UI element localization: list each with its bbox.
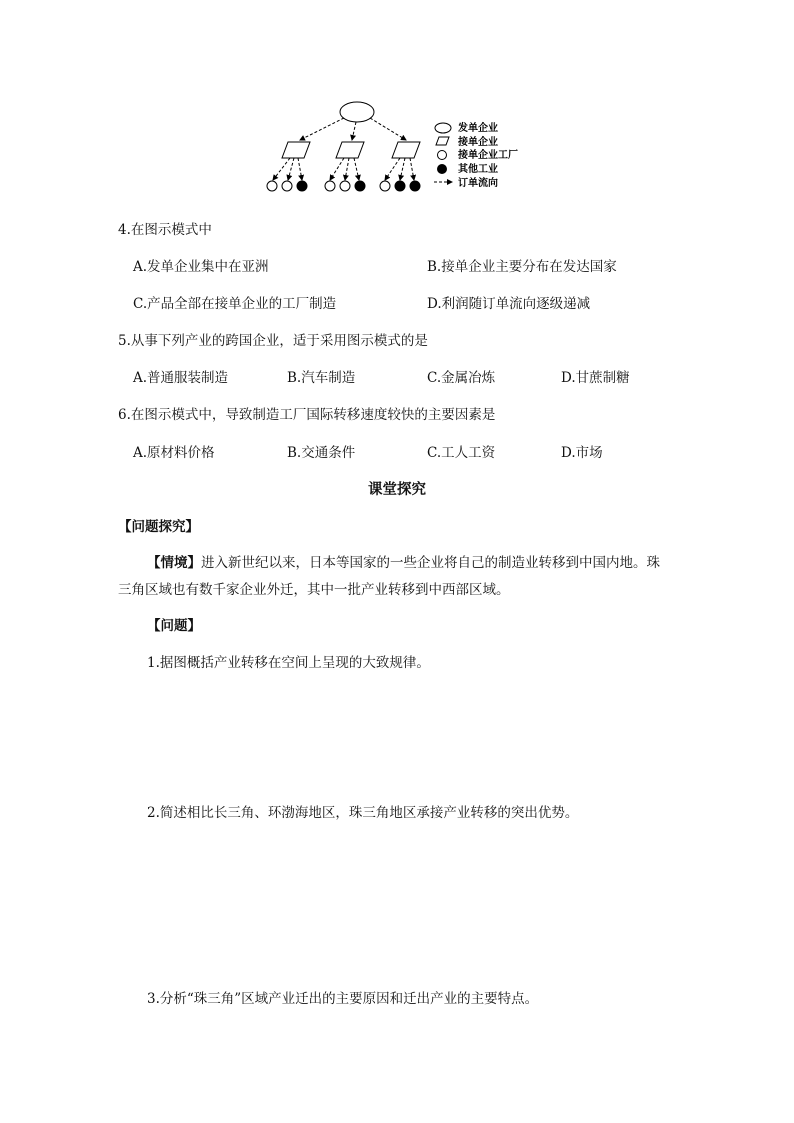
section-title: 课堂探究	[368, 482, 426, 498]
other-industry-node	[297, 181, 307, 191]
question-5-option-b: B.汽车制造	[287, 370, 356, 386]
receiving-enterprise-node	[282, 142, 310, 158]
situation-text: 进入新世纪以来，日本等国家的一些企业将自己的制造业转移到中国内地。珠	[201, 555, 660, 571]
ordering-enterprise-node	[340, 102, 374, 122]
question-4-option-b: B.接单企业主要分布在发达国家	[427, 259, 617, 275]
question-4-option-d: D.利润随订单流向逐级递减	[427, 296, 591, 312]
other-industry-node	[410, 181, 420, 191]
legend-label: 其他工业	[458, 164, 498, 175]
question-5-stem: 5.从事下列产业的跨国企业，适于采用图示模式的是	[118, 333, 428, 349]
inquiry-heading: 【问题探究】	[118, 519, 199, 535]
factory-node	[380, 181, 390, 191]
question-6-option-a: A.原材料价格	[133, 445, 215, 461]
problem-2: 2.简述相比长三角、环渤海地区，珠三角地区承接产业转移的突出优势。	[147, 805, 579, 821]
problem-1: 1.据图概括产业转移在空间上呈现的大致规律。	[147, 655, 430, 671]
question-6-option-d: D.市场	[561, 445, 603, 461]
order-arrow	[370, 118, 406, 140]
other-industry-node	[395, 181, 405, 191]
question-5-option-c: C.金属冶炼	[427, 370, 496, 386]
legend-label: 接单企业工厂	[458, 150, 518, 161]
question-4-option-c: C.产品全部在接单企业的工厂制造	[133, 296, 337, 312]
order-arrow	[300, 118, 344, 140]
question-4-stem: 4.在图示模式中	[118, 222, 212, 238]
receiving-enterprise-node	[392, 142, 420, 158]
situation-line-1	[147, 551, 660, 571]
problem-heading: 【问题】	[147, 618, 201, 634]
other-industry-node	[355, 181, 365, 191]
order-flow-diagram	[262, 100, 542, 200]
order-arrow	[352, 122, 356, 140]
situation-label: 【情境】	[147, 555, 201, 571]
factory-node	[325, 181, 335, 191]
question-4-option-a: A.发单企业集中在亚洲	[133, 259, 269, 275]
question-6-stem: 6.在图示模式中，导致制造工厂国际转移速度较快的主要因素是	[118, 407, 496, 423]
factory-node	[340, 181, 350, 191]
situation-line-2: 三角区域也有数千家企业外迁，其中一批产业转移到中西部区域。	[118, 582, 510, 598]
legend-label: 订单流向	[458, 178, 498, 189]
question-5-option-a: A.普通服装制造	[133, 370, 229, 386]
legend-label: 发单企业	[458, 123, 498, 134]
question-6-option-c: C.工人工资	[427, 445, 496, 461]
receiving-enterprise-node	[336, 142, 364, 158]
diagram-legend	[434, 121, 518, 189]
problem-3: 3.分析“珠三角”区域产业迁出的主要原因和迁出产业的主要特点。	[147, 991, 539, 1007]
question-5-option-d: D.甘蔗制糖	[561, 370, 630, 386]
factory-node	[282, 181, 292, 191]
factory-node	[267, 181, 277, 191]
question-6-option-b: B.交通条件	[287, 445, 356, 461]
legend-label: 接单企业	[458, 137, 498, 148]
